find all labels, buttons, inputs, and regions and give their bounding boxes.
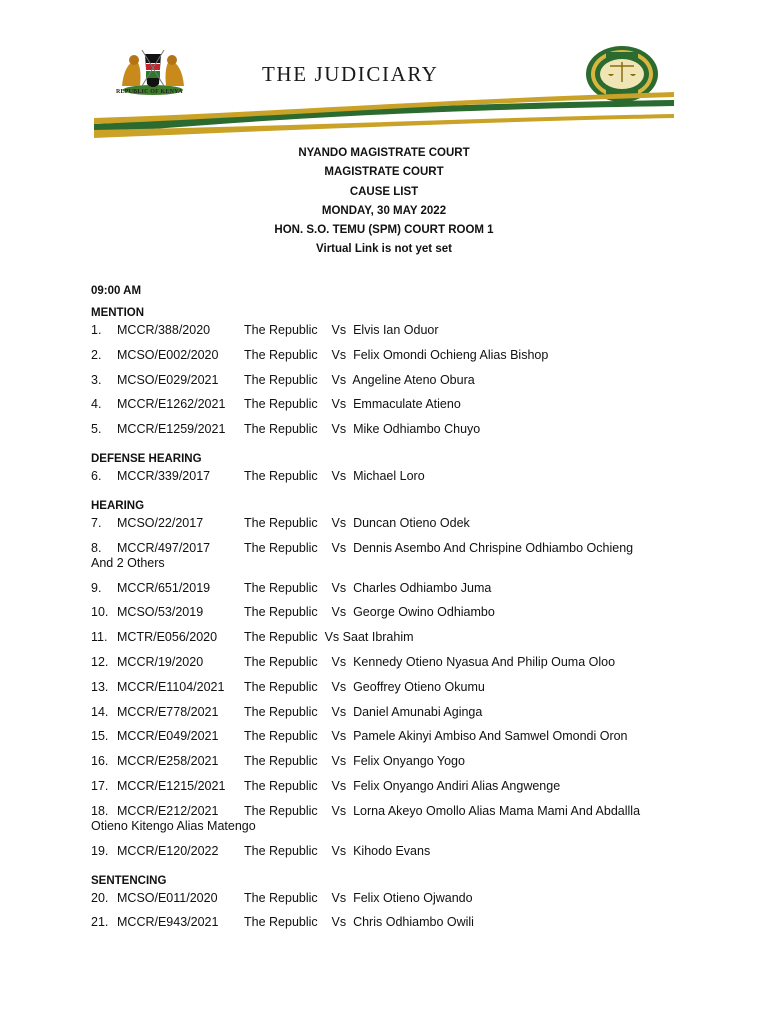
case-entry [91, 754, 691, 779]
case-reference: MCCR/E1262/2021 [117, 397, 226, 412]
case-number: 14. [91, 704, 109, 719]
case-parties: The Republic Vs Chris Odhiambo Owili [244, 915, 474, 930]
case-reference: MCSO/22/2017 [117, 515, 204, 530]
case-reference: MCCR/E1259/2021 [117, 422, 226, 437]
case-reference: MCCR/E120/2022 [117, 843, 219, 858]
case-number: 5. [91, 422, 102, 437]
case-entry [91, 804, 691, 844]
case-entry [91, 469, 691, 494]
case-entry [91, 891, 691, 916]
case-number: 17. [91, 778, 109, 793]
case-parties: The Republic Vs Felix Omondi Ochieng Alias Bishop [244, 347, 549, 362]
case-parties: The Republic Vs Felix Onyango Yogo [244, 754, 465, 769]
case-number: 10. [91, 605, 109, 620]
case-number: 2. [91, 347, 102, 362]
case-reference: MCCR/651/2019 [117, 580, 211, 595]
case-entry [91, 348, 691, 373]
virtual-link-status: Virtual Link is not yet set [316, 243, 452, 256]
judiciary-title: THE JUDICIARY [262, 62, 439, 86]
case-reference: MCCR/E212/2021 [117, 803, 219, 818]
case-reference: MCCR/E049/2021 [117, 729, 219, 744]
case-entry [91, 705, 691, 730]
case-reference: MCCR/E778/2021 [117, 704, 219, 719]
case-number: 21. [91, 915, 109, 930]
case-reference: MCSO/53/2019 [117, 605, 204, 620]
case-entry [91, 655, 691, 680]
case-number: 4. [91, 397, 102, 412]
case-parties: The Republic Vs Michael Loro [244, 468, 425, 483]
case-parties: The Republic Vs Kennedy Otieno Nyasua And Philip Ouma Oloo [244, 654, 616, 669]
case-entry [91, 779, 691, 804]
case-parties: The Republic Vs Elvis Ian Oduor [244, 323, 439, 337]
case-reference: MCSO/E029/2021 [117, 372, 219, 387]
case-number: 15. [91, 729, 109, 744]
case-parties: The Republic Vs Lorna Akeyo Omollo Alias Mama Mami And Abdallla [244, 803, 641, 818]
case-parties: The Republic Vs Duncan Otieno Odek [244, 515, 470, 530]
case-entry [91, 915, 691, 940]
letterhead-swoosh [94, 90, 674, 138]
case-parties: The Republic Vs Felix Onyango Andiri Alias Angwenge [244, 778, 561, 793]
court-type: MAGISTRATE COURT [324, 166, 444, 179]
case-reference: MCCR/19/2020 [117, 654, 204, 669]
case-entry [91, 605, 691, 630]
case-parties: The Republic Vs Emmaculate Atieno [244, 397, 461, 412]
case-entry [91, 373, 691, 398]
case-number: 6. [91, 468, 102, 483]
case-reference: MCSO/E002/2020 [117, 347, 219, 362]
section-heading: DEFENSE HEARING [91, 452, 202, 465]
section-heading: SENTENCING [91, 874, 167, 887]
court-name: NYANDO MAGISTRATE COURT [298, 147, 470, 159]
case-parties-continued: Otieno Kitengo Alias Matengo [91, 818, 256, 833]
case-parties: The Republic Vs Angeline Ateno Obura [244, 372, 475, 387]
case-parties: The Republic Vs Felix Otieno Ojwando [244, 890, 473, 905]
case-reference: MCCR/497/2017 [117, 540, 211, 555]
case-parties: The Republic Vs Charles Odhiambo Juma [244, 580, 492, 595]
case-reference: MCCR/E943/2021 [117, 915, 219, 930]
case-entry [91, 541, 691, 581]
case-number: 7. [91, 515, 102, 530]
case-number: 11. [91, 630, 108, 645]
case-parties: The Republic Vs Pamele Akinyi Ambiso And Samwel Omondi Oron [244, 729, 628, 744]
case-parties: The Republic Vs Kihodo Evans [244, 843, 431, 858]
case-number: 8. [91, 540, 102, 555]
cause-list-header [0, 144, 768, 260]
case-reference: MCCR/388/2020 [117, 323, 211, 337]
case-reference: MCCR/E1215/2021 [117, 778, 226, 793]
session-time: 09:00 AM [91, 285, 142, 297]
kenya-caption: REPUBLIC OF KENYA [116, 89, 183, 95]
case-number: 20. [91, 890, 109, 905]
case-reference: MCSO/E011/2020 [117, 890, 218, 905]
case-number: 13. [91, 679, 109, 694]
letterhead [94, 42, 674, 138]
case-parties: The Republic Vs George Owino Odhiambo [244, 605, 495, 620]
case-entry [91, 516, 691, 541]
case-number: 9. [91, 580, 102, 595]
case-entry [91, 397, 691, 422]
list-type: CAUSE LIST [349, 185, 419, 198]
case-number: 1. [91, 323, 102, 337]
case-number: 3. [91, 372, 102, 387]
cause-list [91, 282, 691, 940]
case-parties-continued: And 2 Others [91, 555, 165, 570]
case-reference: MCCR/E258/2021 [117, 754, 219, 769]
case-entry [91, 844, 691, 869]
case-entry [91, 323, 691, 348]
case-parties: The Republic Vs Geoffrey Otieno Okumu [244, 679, 485, 694]
section-heading: HEARING [91, 499, 145, 512]
case-entry [91, 581, 691, 606]
case-number: 16. [91, 754, 109, 769]
case-number: 19. [91, 843, 109, 858]
case-reference: MCTR/E056/2020 [117, 630, 218, 645]
case-parties: The Republic Vs Daniel Amunabi Aginga [244, 704, 483, 719]
case-reference: MCCR/339/2017 [117, 468, 211, 483]
case-entry [91, 422, 691, 447]
case-parties: The Republic Vs Saat Ibrahim [244, 630, 414, 645]
case-entry [91, 729, 691, 754]
judge-and-room: HON. S.O. TEMU (SPM) COURT ROOM 1 [274, 224, 494, 237]
case-parties: The Republic Vs Dennis Asembo And Chrispine Odhiambo Ochieng [244, 540, 634, 555]
case-number: 12. [91, 654, 109, 669]
section-heading: MENTION [91, 307, 145, 319]
list-date: MONDAY, 30 MAY 2022 [321, 204, 447, 217]
case-parties: The Republic Vs Mike Odhiambo Chuyo [244, 422, 481, 437]
case-entry [91, 630, 691, 655]
case-entry [91, 680, 691, 705]
case-reference: MCCR/E1104/2021 [117, 679, 225, 694]
case-number: 18. [91, 803, 109, 818]
